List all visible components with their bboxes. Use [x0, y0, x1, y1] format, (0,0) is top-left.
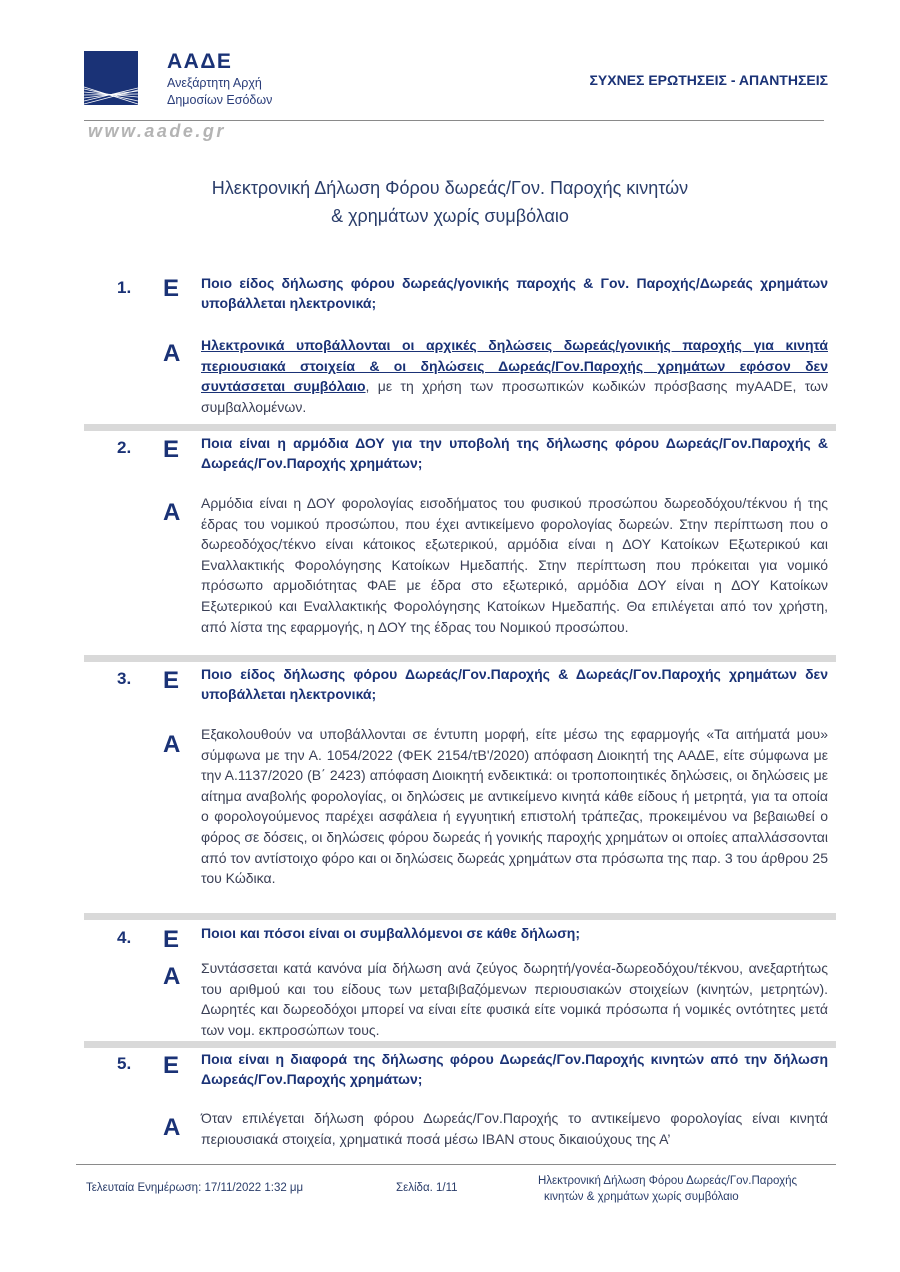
question-marker: Ε [163, 436, 180, 463]
footer-document-title [538, 1173, 838, 1205]
page-title [0, 174, 900, 230]
logo-title: ΑΑΔΕ [167, 50, 233, 73]
faq-answer: Συντάσσεται κατά κανόνα μία δήλωση ανά ζεύγος δωρητή/γονέα-δωρεοδόχου/τέκνου, ανεξαρτήτως του αριθμού και του είδους των μεταβιβαζόμενων περιουσιακών στοιχείων (κινητών, μετρητών). Δωρητές και δωρεοδόχοι μπορεί να είναι είτε φυσικά είτε νομικά πρόσωπα ή νομικές οντότητες μετά των νομ. εκπροσώπων τους. [201, 960, 828, 1038]
faq-answer: Αρμόδια είναι η ΔΟΥ φορολογίας εισοδήματος του φυσικού προσώπου δωρεοδόχου/τέκνου ή της έδρας του νομικού προσώπου, που έχει αντικείμενο φορολογίας δωρεών. Στην περίπτωση που ο δωρεοδόχος/τέκνο είναι κάτοικος εξωτερικού, αρμόδια είναι η ΔΟΥ Κατοίκων Εξωτερικού και Εναλλακτικής Φορολόγησης Κατοίκων Ημεδαπής. Στην περίπτωση που πρόκειται για νομικό πρόσωπο αρμοδιότητας ΦΑΕ με έδρα στο εξωτερικό, αρμόδια ΔΟΥ είναι η ΔΟΥ Κατοίκων Εξωτερικού και Εναλλακτικής Φορολόγησης Κατοίκων Ημεδαπής. Θα επιλέγεται από τον χρήστη, από λίστα της εφαρμογής, η ΔΟΥ της έδρας του Νομικού προσώπου. [201, 495, 828, 635]
faq-answer: Εξακολουθούν να υποβάλλονται σε έντυπη μορφή, είτε μέσω της εφαρμογής «Τα αιτήματά μου» σύμφωνα με την Α. 1054/2022 (ΦΕΚ 2154/τΒ'/2020) απόφαση Διοικητή της ΑΑΔΕ, είτε σύμφωνα με την Α.1137/2020 (Β΄ 2423) απόφαση Διοικητή ενδεικτικά: οι τροποποιητικές δηλώσεις, οι δηλώσεις με αίτημα αναβολής φορολογίας, οι δηλώσεις με αντικείμενο κινητά κάθε είδους ή μετρητά, για τα οποία ο φορολογούμενος παρέχει ασφάλεια ή εγγυητική επιστολή τράπεζας, προκειμένου να βεβαιωθεί ο φόρος σε δόσεις, οι δηλώσεις φόρου δωρεάς ή γονικής παροχής χρημάτων οι οποίες απαλλάσσονται από τον αντίστοιχο φόρο και οι δηλώσεις δωρεάς χρημάτων στα πρόσωπα της παρ. 3 του άρθρου 25 του Κώδικα. [201, 726, 828, 887]
page-title-line2: & χρημάτων χωρίς συμβόλαιο [331, 206, 569, 226]
faq-divider [84, 655, 836, 662]
answer-marker: Α [163, 340, 181, 367]
faq-answer: Όταν επιλέγεται δήλωση φόρου Δωρεάς/Γον.Παροχής το αντικείμενο φορολογίας είναι κινητά περιουσιακά στοιχεία, χρηματικά ποσά μέσω IBAN στους δικαιούχους της Α’ [201, 1110, 828, 1147]
last-updated: Τελευταία Ενημέρωση: 17/11/2022 1:32 μμ [86, 1182, 304, 1194]
faq-number: 3. [117, 669, 132, 688]
faq-divider [84, 424, 836, 431]
faq-question: Ποια είναι η διαφορά της δήλωσης φόρου Δωρεάς/Γον.Παροχής κινητών από την δήλωση Δωρεάς/Γον.Παροχής χρημάτων; [201, 1051, 828, 1087]
logo-subtitle-line2: Δημοσίων Εσόδων [167, 93, 273, 107]
page-title-line1: Ηλεκτρονική Δήλωση Φόρου δωρεάς/Γον. Παροχής κινητών [211, 178, 689, 198]
faq-answer-emphasis: Ηλεκτρονικά υποβάλλονται οι αρχικές δηλώσεις δωρεάς/γονικής παροχής για κινητά περιουσιακά στοιχεία & οι δηλώσεις Δωρεάς/Γον.Παροχής χρημάτων εφόσον δεν συντάσσεται συμβόλαιο [201, 337, 828, 395]
faq-number: 2. [117, 438, 132, 457]
question-marker: Ε [163, 275, 180, 302]
website-url: www.aade.gr [88, 121, 226, 141]
question-marker: Ε [163, 926, 180, 953]
logo-subtitle-line1: Ανεξάρτητη Αρχή [167, 76, 262, 90]
answer-marker: Α [163, 499, 181, 526]
aade-logo-icon [84, 51, 138, 105]
question-marker: Ε [163, 1052, 180, 1079]
answer-marker: Α [163, 731, 181, 758]
faq-question: Ποιο είδος δήλωσης φόρου Δωρεάς/Γον.Παροχής & Δωρεάς/Γον.Παροχής χρημάτων δεν υποβάλλεται ηλεκτρονικά; [201, 666, 828, 702]
answer-marker: Α [163, 1114, 181, 1141]
document-type-label: ΣΥΧΝΕΣ ΕΡΩΤΗΣΕΙΣ - ΑΠΑΝΤΗΣΕΙΣ [589, 72, 828, 88]
faq-divider [84, 913, 836, 920]
footer-title-line2: κινητών & χρημάτων χωρίς συμβόλαιο [544, 1191, 739, 1203]
answer-marker: Α [163, 963, 181, 990]
footer-divider [76, 1164, 836, 1165]
page-number: Σελίδα. 1/11 [396, 1182, 458, 1194]
faq-number: 4. [117, 928, 132, 947]
faq-number: 5. [117, 1054, 132, 1073]
question-marker: Ε [163, 667, 180, 694]
faq-divider [84, 1041, 836, 1048]
faq-answer-rest: , με τη χρήση των προσωπικών κωδικών πρόσβασης myAADE, των συμβαλλομένων. [201, 378, 828, 415]
faq-question: Ποια είναι η αρμόδια ΔΟΥ για την υποβολή της δήλωσης φόρου Δωρεάς/Γον.Παροχής & Δωρεάς/Γον.Παροχής χρημάτων; [201, 435, 828, 471]
footer-title-line1: Ηλεκτρονική Δήλωση Φόρου Δωρεάς/Γον.Παροχής [538, 1175, 798, 1187]
faq-question: Ποιοι και πόσοι είναι οι συμβαλλόμενοι σε κάθε δήλωση; [201, 925, 580, 941]
faq-answer [201, 335, 828, 417]
faq-number: 1. [117, 278, 132, 297]
faq-question: Ποιο είδος δήλωσης φόρου δωρεάς/γονικής παροχής & Γον. Παροχής/Δωρεάς χρημάτων υποβάλλεται ηλεκτρονικά; [201, 275, 828, 311]
